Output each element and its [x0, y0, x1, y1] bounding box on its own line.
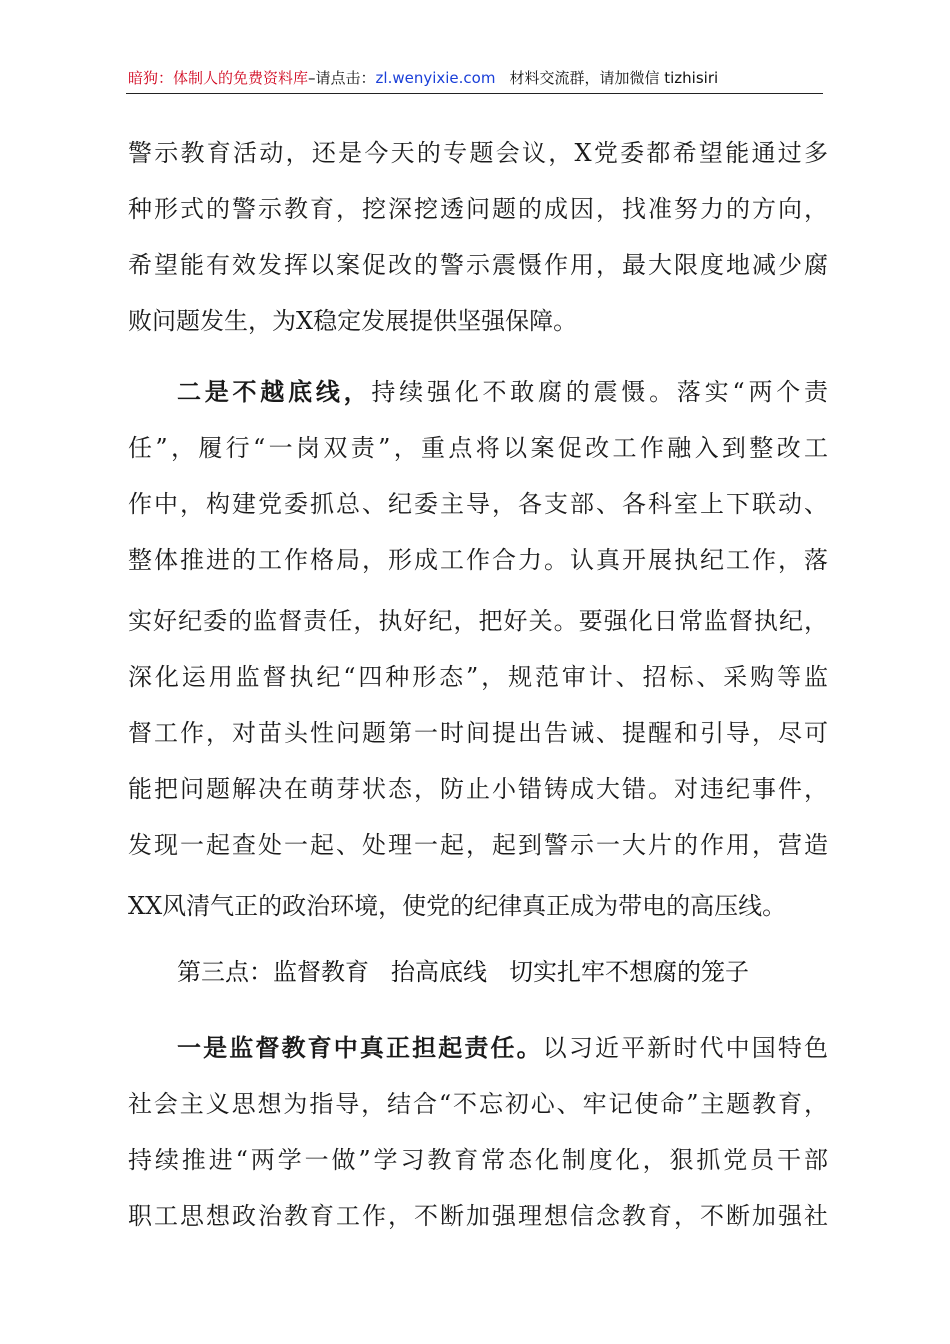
- paragraph-lead: 二是不越底线，: [177, 377, 372, 406]
- heading-part: 抬高底线: [391, 958, 487, 986]
- paragraph-line: XX风清气正的政治环境，使党的纪律真正成为带电的高压线。: [128, 892, 787, 920]
- paragraph-line: 作中，构建党委抓总、纪委主导，各支部、各科室上下联动、: [128, 490, 828, 518]
- paragraph-line: 警示教育活动，还是今天的专题会议，X党委都希望能通过多: [128, 139, 828, 167]
- header-group-note: 材料交流群，请加微信 tizhisiri: [509, 69, 719, 87]
- page-header: [128, 66, 822, 90]
- paragraph-line: 败问题发生，为X稳定发展提供坚强保障。: [128, 307, 578, 335]
- paragraph-line: 希望能有效发挥以案促改的警示震慑作用，最大限度地减少腐: [128, 251, 828, 279]
- paragraph-line: 发现一起查处一起、处理一起，起到警示一大片的作用，营造: [128, 831, 828, 859]
- heading-part: 第三点：监督教育: [177, 958, 369, 986]
- heading-part: 切实扎牢不想腐的笼子: [509, 958, 749, 986]
- paragraph-line: 种形式的警示教育，挖深挖透问题的成因，找准努力的方向，: [128, 195, 828, 223]
- paragraph-lead: 一是监督教育中真正担起责任。: [177, 1033, 543, 1062]
- paragraph-first-line: [177, 1020, 828, 1076]
- header-url-link[interactable]: zl.wenyixie.com: [375, 69, 496, 87]
- paragraph-line-text: 以习近平新时代中国特色: [542, 1034, 828, 1062]
- paragraph-line: 整体推进的工作格局，形成工作合力。认真开展执纪工作，落: [128, 546, 828, 574]
- paragraph-line: 职工思想政治教育工作，不断加强理想信念教育，不断加强社: [128, 1202, 828, 1230]
- section-heading: [177, 944, 828, 1000]
- header-divider: [126, 93, 823, 94]
- paragraph-line: 深化运用监督执纪“四种形态”，规范审计、招标、采购等监: [128, 663, 828, 691]
- paragraph-line: 能把问题解决在萌芽状态，防止小错铸成大错。对违纪事件，: [128, 775, 828, 803]
- header-click-prompt: –请点击：: [308, 69, 376, 87]
- header-site-label: 暗狗：体制人的免费资料库: [128, 69, 309, 87]
- paragraph-line: 任”，履行“一岗双责”，重点将以案促改工作融入到整改工: [128, 434, 828, 462]
- paragraph-line: 督工作，对苗头性问题第一时间提出告诫、提醒和引导，尽可: [128, 719, 828, 747]
- paragraph-line: 持续推进“两学一做”学习教育常态化制度化，狠抓党员干部: [128, 1146, 828, 1174]
- paragraph-line-text: 持续强化不敢腐的震慑。落实“两个责: [371, 378, 829, 406]
- paragraph-line: 实好纪委的监督责任，执好纪，把好关。要强化日常监督执纪，: [128, 607, 828, 635]
- paragraph-line: 社会主义思想为指导，结合“不忘初心、牢记使命”主题教育，: [128, 1090, 828, 1118]
- paragraph-first-line: [177, 364, 828, 420]
